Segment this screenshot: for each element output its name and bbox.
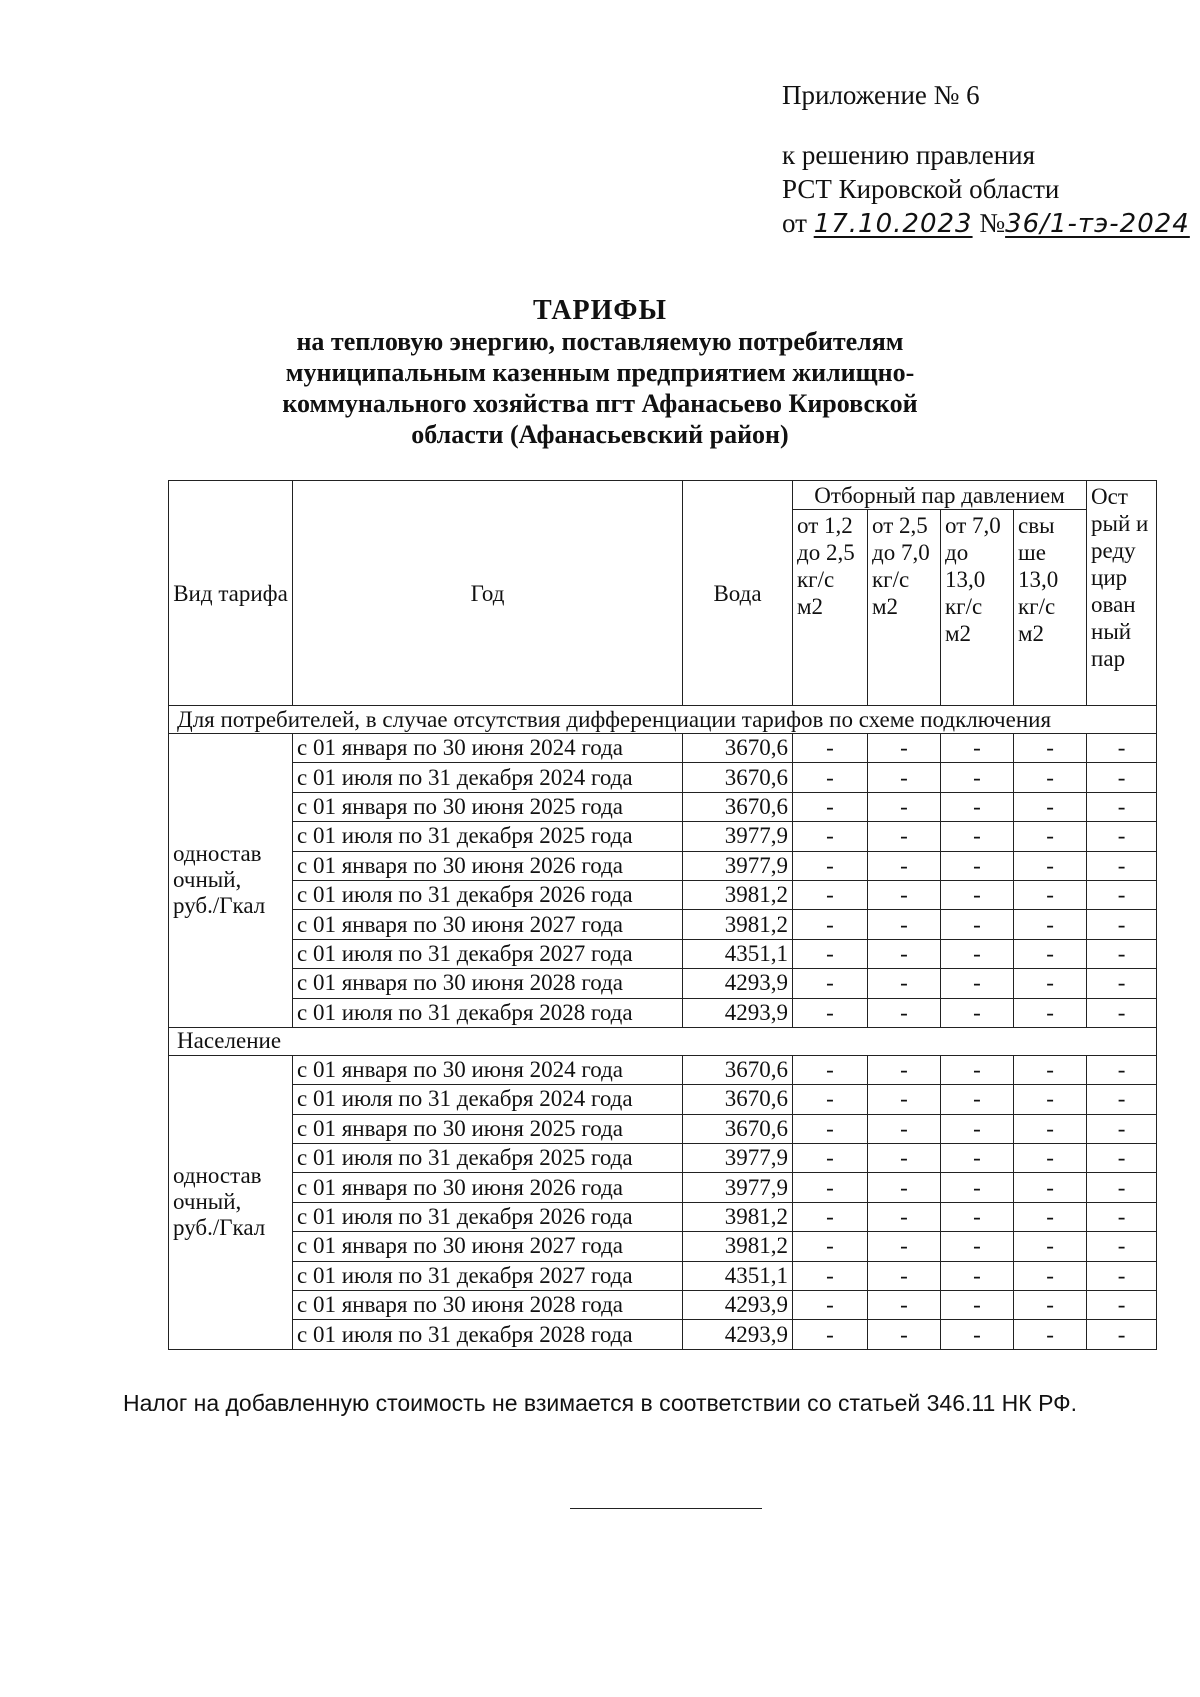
steam-tariff-cell: -: [1087, 1291, 1157, 1320]
steam-tariff-cell: -: [941, 998, 1014, 1027]
header-kind: Вид тарифа: [169, 481, 293, 706]
steam-tariff-cell: -: [793, 939, 868, 968]
table-row: [169, 763, 1157, 792]
steam-tariff-cell: -: [868, 763, 941, 792]
steam-tariff-cell: -: [941, 763, 1014, 792]
steam-tariff-cell: -: [868, 822, 941, 851]
steam-tariff-cell: -: [793, 910, 868, 939]
steam-tariff-cell: -: [1087, 1114, 1157, 1143]
steam-tariff-cell: -: [793, 822, 868, 851]
number-prefix: №: [979, 208, 1006, 238]
steam-tariff-cell: -: [1014, 998, 1087, 1027]
period-cell: с 01 июля по 31 декабря 2025 года: [293, 822, 683, 851]
steam-tariff-cell: -: [868, 1114, 941, 1143]
steam-tariff-cell: -: [941, 1202, 1014, 1231]
heading-line-1: на тепловую энергию, поставляемую потребителям: [296, 327, 904, 356]
heading-line-2: муниципальным казенным предприятием жилищно-: [285, 358, 915, 387]
steam-tariff-cell: -: [1014, 1173, 1087, 1202]
period-cell: с 01 января по 30 июня 2025 года: [293, 792, 683, 821]
steam-tariff-cell: -: [941, 1085, 1014, 1114]
steam-tariff-cell: -: [793, 1055, 868, 1084]
group-row: [169, 1027, 1157, 1055]
table-row: [169, 969, 1157, 998]
header-pressure-2: от 2,5 до 7,0 кг/с м2: [868, 510, 941, 706]
tariff-kind-cell: одностав очный, руб./Гкал: [169, 1055, 293, 1349]
group-title: Население: [169, 1027, 1157, 1055]
period-cell: с 01 июля по 31 декабря 2024 года: [293, 1085, 683, 1114]
steam-tariff-cell: -: [1014, 880, 1087, 909]
water-tariff-cell: 3977,9: [683, 1173, 793, 1202]
water-tariff-cell: 3670,6: [683, 763, 793, 792]
period-cell: с 01 июля по 31 декабря 2025 года: [293, 1144, 683, 1173]
table-row: [169, 1114, 1157, 1143]
heading-line-3: коммунального хозяйства пгт Афанасьево Кировской: [282, 389, 918, 418]
steam-tariff-cell: -: [941, 734, 1014, 763]
steam-tariff-cell: -: [941, 1320, 1014, 1349]
period-cell: с 01 января по 30 июня 2028 года: [293, 1291, 683, 1320]
steam-tariff-cell: -: [1087, 822, 1157, 851]
water-tariff-cell: 3670,6: [683, 792, 793, 821]
steam-tariff-cell: -: [793, 1291, 868, 1320]
water-tariff-cell: 4293,9: [683, 1320, 793, 1349]
steam-tariff-cell: -: [793, 1261, 868, 1290]
steam-tariff-cell: -: [941, 851, 1014, 880]
steam-tariff-cell: -: [941, 939, 1014, 968]
table-row: [169, 1055, 1157, 1084]
steam-tariff-cell: -: [941, 969, 1014, 998]
period-cell: с 01 января по 30 июня 2028 года: [293, 969, 683, 998]
table-row: [169, 822, 1157, 851]
heading-title: ТАРИФЫ: [533, 295, 667, 326]
water-tariff-cell: 4351,1: [683, 1261, 793, 1290]
appendix-line-2: РСТ Кировской области: [782, 174, 1060, 204]
steam-tariff-cell: -: [941, 822, 1014, 851]
steam-tariff-cell: -: [1087, 1085, 1157, 1114]
steam-tariff-cell: -: [868, 1085, 941, 1114]
steam-tariff-cell: -: [793, 1144, 868, 1173]
steam-tariff-cell: -: [1014, 822, 1087, 851]
steam-tariff-cell: -: [868, 969, 941, 998]
steam-tariff-cell: -: [793, 763, 868, 792]
header-year: Год: [293, 481, 683, 706]
table-row: [169, 1320, 1157, 1349]
steam-tariff-cell: -: [1014, 1232, 1087, 1261]
steam-tariff-cell: -: [1087, 1173, 1157, 1202]
steam-tariff-cell: -: [1014, 1202, 1087, 1231]
table-row: [169, 792, 1157, 821]
steam-tariff-cell: -: [1087, 1232, 1157, 1261]
steam-tariff-cell: -: [793, 1202, 868, 1231]
steam-tariff-cell: -: [941, 880, 1014, 909]
steam-tariff-cell: -: [793, 851, 868, 880]
steam-tariff-cell: -: [868, 1232, 941, 1261]
water-tariff-cell: 4351,1: [683, 939, 793, 968]
period-cell: с 01 января по 30 июня 2027 года: [293, 910, 683, 939]
steam-tariff-cell: -: [1014, 1085, 1087, 1114]
table-row: [169, 1261, 1157, 1290]
period-cell: с 01 января по 30 июня 2024 года: [293, 734, 683, 763]
steam-tariff-cell: -: [1014, 1144, 1087, 1173]
steam-tariff-cell: -: [793, 734, 868, 763]
date-prefix: от: [782, 208, 807, 238]
table-row: [169, 734, 1157, 763]
steam-tariff-cell: -: [941, 1291, 1014, 1320]
appendix-line-1: к решению правления: [782, 140, 1036, 170]
steam-tariff-cell: -: [941, 1173, 1014, 1202]
steam-tariff-cell: -: [868, 1202, 941, 1231]
steam-tariff-cell: -: [1014, 939, 1087, 968]
steam-tariff-cell: -: [1014, 1320, 1087, 1349]
steam-tariff-cell: -: [1087, 1144, 1157, 1173]
steam-tariff-cell: -: [868, 910, 941, 939]
steam-tariff-cell: -: [793, 998, 868, 1027]
steam-tariff-cell: -: [1014, 1261, 1087, 1290]
water-tariff-cell: 3977,9: [683, 1144, 793, 1173]
steam-tariff-cell: -: [1014, 1055, 1087, 1084]
handwritten-date: 17.10.2023: [813, 209, 973, 239]
water-tariff-cell: 3981,2: [683, 880, 793, 909]
closing-rule: [570, 1508, 762, 1509]
header-sharp-steam: Ост рый и реду цир ован ный пар: [1087, 481, 1157, 706]
steam-tariff-cell: -: [1014, 734, 1087, 763]
period-cell: с 01 января по 30 июня 2024 года: [293, 1055, 683, 1084]
steam-tariff-cell: -: [793, 792, 868, 821]
table-row: [169, 1202, 1157, 1231]
table-row: [169, 998, 1157, 1027]
group-row: [169, 706, 1157, 734]
water-tariff-cell: 4293,9: [683, 998, 793, 1027]
steam-tariff-cell: -: [941, 1232, 1014, 1261]
steam-tariff-cell: -: [793, 1173, 868, 1202]
steam-tariff-cell: -: [941, 1055, 1014, 1084]
steam-tariff-cell: -: [941, 1144, 1014, 1173]
header-pressure-1: от 1,2 до 2,5 кг/с м2: [793, 510, 868, 706]
period-cell: с 01 июля по 31 декабря 2028 года: [293, 1320, 683, 1349]
heading-line-4: области (Афанасьевский район): [411, 420, 789, 449]
period-cell: с 01 июля по 31 декабря 2024 года: [293, 763, 683, 792]
steam-tariff-cell: -: [941, 1261, 1014, 1290]
table-row: [169, 1232, 1157, 1261]
steam-tariff-cell: -: [941, 792, 1014, 821]
steam-tariff-cell: -: [1087, 939, 1157, 968]
water-tariff-cell: 3670,6: [683, 1055, 793, 1084]
steam-tariff-cell: -: [868, 792, 941, 821]
appendix-block: [782, 78, 1190, 241]
steam-tariff-cell: -: [868, 734, 941, 763]
water-tariff-cell: 3670,6: [683, 734, 793, 763]
steam-tariff-cell: -: [1087, 1320, 1157, 1349]
steam-tariff-cell: -: [1014, 792, 1087, 821]
header-pressure-4: свы ше 13,0 кг/с м2: [1014, 510, 1087, 706]
steam-tariff-cell: -: [868, 1144, 941, 1173]
steam-tariff-cell: -: [868, 1055, 941, 1084]
steam-tariff-cell: -: [868, 1173, 941, 1202]
table-row: [169, 1085, 1157, 1114]
water-tariff-cell: 3981,2: [683, 910, 793, 939]
water-tariff-cell: 3981,2: [683, 1202, 793, 1231]
steam-tariff-cell: -: [1087, 969, 1157, 998]
steam-tariff-cell: -: [793, 1320, 868, 1349]
table-row: [169, 851, 1157, 880]
appendix-date-line: [782, 206, 1190, 241]
steam-tariff-cell: -: [1014, 763, 1087, 792]
table-row: [169, 1144, 1157, 1173]
table-row: [169, 939, 1157, 968]
table-row: [169, 1173, 1157, 1202]
period-cell: с 01 июля по 31 декабря 2026 года: [293, 880, 683, 909]
water-tariff-cell: 3977,9: [683, 851, 793, 880]
steam-tariff-cell: -: [1087, 734, 1157, 763]
water-tariff-cell: 4293,9: [683, 1291, 793, 1320]
steam-tariff-cell: -: [868, 1291, 941, 1320]
header-row-1: [169, 481, 1157, 510]
steam-tariff-cell: -: [1014, 910, 1087, 939]
steam-tariff-cell: -: [1087, 910, 1157, 939]
water-tariff-cell: 3670,6: [683, 1114, 793, 1143]
steam-tariff-cell: -: [793, 969, 868, 998]
steam-tariff-cell: -: [868, 939, 941, 968]
steam-tariff-cell: -: [1087, 880, 1157, 909]
appendix-title: Приложение № 6: [782, 80, 980, 110]
steam-tariff-cell: -: [868, 851, 941, 880]
period-cell: с 01 июля по 31 декабря 2028 года: [293, 998, 683, 1027]
period-cell: с 01 июля по 31 декабря 2027 года: [293, 939, 683, 968]
steam-tariff-cell: -: [868, 998, 941, 1027]
header-water: Вода: [683, 481, 793, 706]
period-cell: с 01 января по 30 июня 2026 года: [293, 1173, 683, 1202]
handwritten-number: 36/1-тэ-2024: [1005, 209, 1190, 239]
period-cell: с 01 июля по 31 декабря 2027 года: [293, 1261, 683, 1290]
steam-tariff-cell: -: [1014, 1291, 1087, 1320]
header-pressure-3: от 7,0 до 13,0 кг/с м2: [941, 510, 1014, 706]
period-cell: с 01 января по 30 июня 2027 года: [293, 1232, 683, 1261]
group-title: Для потребителей, в случае отсутствия дифференциации тарифов по схеме подключения: [169, 706, 1157, 734]
tariff-body: [169, 706, 1157, 1350]
steam-tariff-cell: -: [1014, 969, 1087, 998]
table-row: [169, 880, 1157, 909]
steam-tariff-cell: -: [1087, 792, 1157, 821]
table-row: [169, 910, 1157, 939]
steam-tariff-cell: -: [941, 1114, 1014, 1143]
steam-tariff-cell: -: [1087, 1055, 1157, 1084]
steam-tariff-cell: -: [868, 1261, 941, 1290]
period-cell: с 01 июля по 31 декабря 2026 года: [293, 1202, 683, 1231]
steam-tariff-cell: -: [868, 1320, 941, 1349]
steam-tariff-cell: -: [1087, 1261, 1157, 1290]
vat-footnote: Налог на добавленную стоимость не взимается в соответствии со статьей 346.11 НК РФ.: [122, 1390, 1078, 1416]
steam-tariff-cell: -: [1087, 763, 1157, 792]
steam-tariff-cell: -: [793, 880, 868, 909]
steam-tariff-cell: -: [941, 910, 1014, 939]
steam-tariff-cell: -: [793, 1085, 868, 1114]
water-tariff-cell: 3670,6: [683, 1085, 793, 1114]
steam-tariff-cell: -: [868, 880, 941, 909]
water-tariff-cell: 3981,2: [683, 1232, 793, 1261]
tariff-kind-cell: одностав очный, руб./Гкал: [169, 734, 293, 1028]
document-heading: [0, 295, 1200, 450]
steam-tariff-cell: -: [793, 1232, 868, 1261]
header-steam-group: Отборный пар давлением: [793, 481, 1087, 510]
water-tariff-cell: 4293,9: [683, 969, 793, 998]
steam-tariff-cell: -: [1014, 851, 1087, 880]
period-cell: с 01 января по 30 июня 2026 года: [293, 851, 683, 880]
steam-tariff-cell: -: [793, 1114, 868, 1143]
steam-tariff-cell: -: [1087, 1202, 1157, 1231]
steam-tariff-cell: -: [1087, 998, 1157, 1027]
water-tariff-cell: 3977,9: [683, 822, 793, 851]
table-row: [169, 1291, 1157, 1320]
steam-tariff-cell: -: [1014, 1114, 1087, 1143]
period-cell: с 01 января по 30 июня 2025 года: [293, 1114, 683, 1143]
tariff-table: [168, 480, 1157, 1350]
steam-tariff-cell: -: [1087, 851, 1157, 880]
